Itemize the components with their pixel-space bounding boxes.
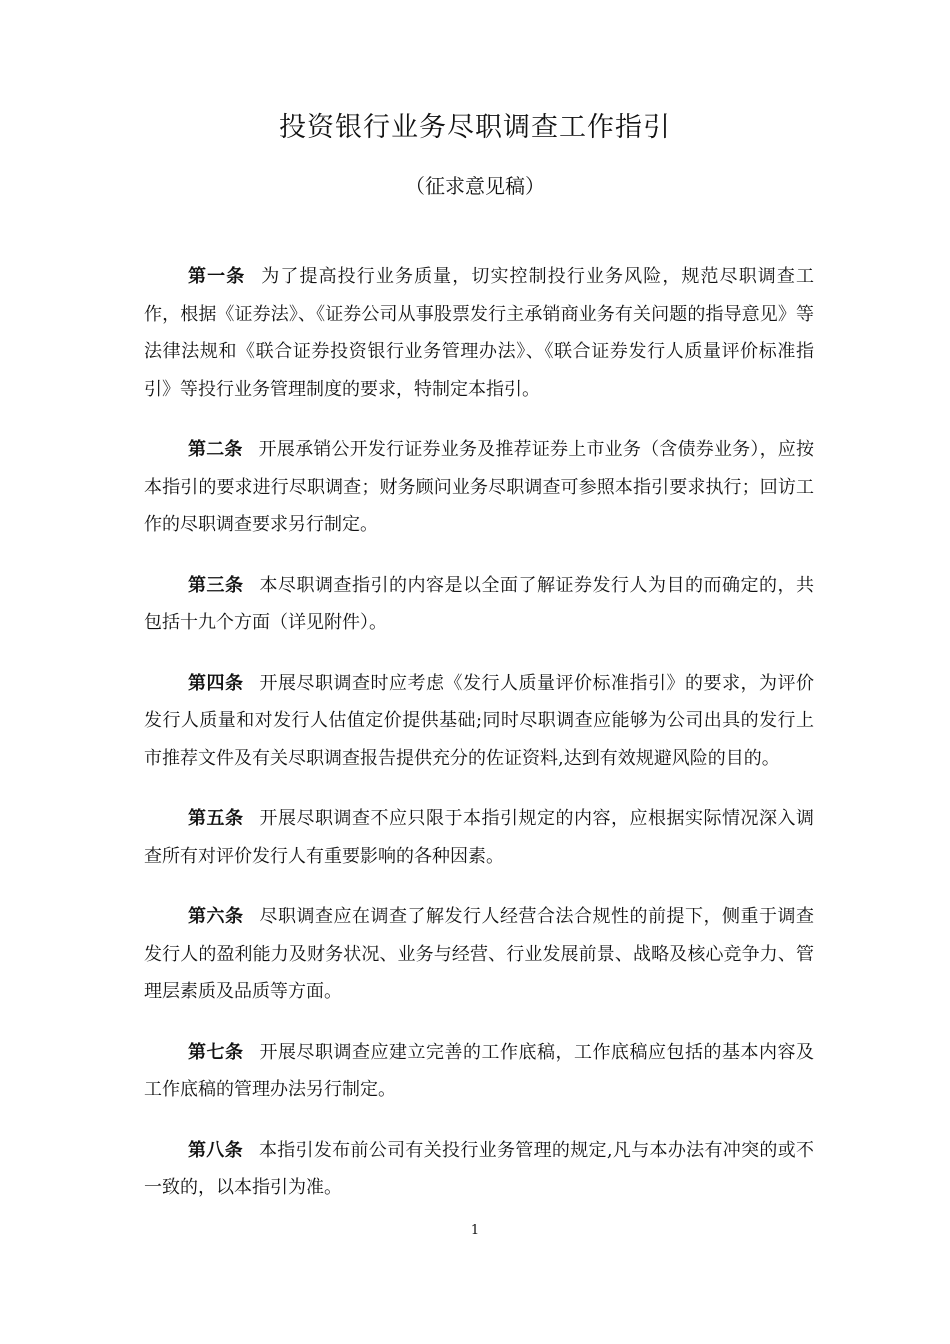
article-list [144,258,814,1230]
article-text: 开展尽职调查应建立完善的工作底稿，工作底稿应包括的基本内容及工作底稿的管理办法另行制定。 [144,1041,814,1100]
article-4 [144,665,814,778]
article-text: 开展承销公开发行证券业务及推荐证券上市业务（含债券业务），应按本指引的要求进行尽职调查；财务顾问业务尽职调查可参照本指引要求执行；回访工作的尽职调查要求另行制定。 [144,439,815,535]
article-label: 第三条 [188,574,244,596]
article-1 [144,258,814,408]
article-label: 第七条 [188,1041,244,1063]
article-2 [144,431,814,544]
article-3 [144,567,814,642]
document-subtitle: （征求意见稿） [405,174,545,198]
article-label: 第八条 [188,1139,243,1161]
article-text: 为了提高投行业务质量，切实控制投行业务风险，规范尽职调查工作，根据《证券法》、《证券公司从事股票发行主承销商业务有关问题的指导意见》等法律法规和《联合证券投资银行业务管理办法》、《联合证券发行人质量评价标准指引》等投行业务管理制度的要求，特制定本指引。 [144,266,815,400]
article-text: 尽职调查应在调查了解发行人经营合法合规性的前提下，侧重于调查发行人的盈利能力及财务状况、业务与经营、行业发展前景、战略及核心竞争力、管理层素质及品质等方面。 [144,906,814,1002]
article-label: 第五条 [188,808,244,829]
article-5 [144,800,814,875]
page-number: 1 [470,1223,480,1238]
article-text: 本指引发布前公司有关投行业务管理的规定,凡与本办法有冲突的或不一致的，以本指引为准。 [144,1139,815,1198]
article-label: 第四条 [188,672,244,694]
article-label: 第二条 [188,439,243,460]
article-text: 开展尽职调查时应考虑《发行人质量评价标准指引》的要求，为评价发行人质量和对发行人估值定价提供基础;同时尽职调查应能够为公司出具的发行上市推荐文件及有关尽职调查报告提供充分的佐证资料,达到有效规避风险的目的。 [144,672,814,769]
article-8 [144,1132,814,1207]
document-title: 投资银行业务尽职调查工作指引 [279,112,671,143]
article-6 [144,898,814,1011]
article-text: 开展尽职调查不应只限于本指引规定的内容，应根据实际情况深入调查所有对评价发行人有重要影响的各种因素。 [144,808,814,867]
article-label: 第六条 [188,906,244,927]
article-text: 本尽职调查指引的内容是以全面了解证券发行人为目的而确定的，共包括十九个方面（详见附件）。 [144,574,814,633]
article-label: 第一条 [188,266,246,287]
article-7 [144,1034,814,1109]
